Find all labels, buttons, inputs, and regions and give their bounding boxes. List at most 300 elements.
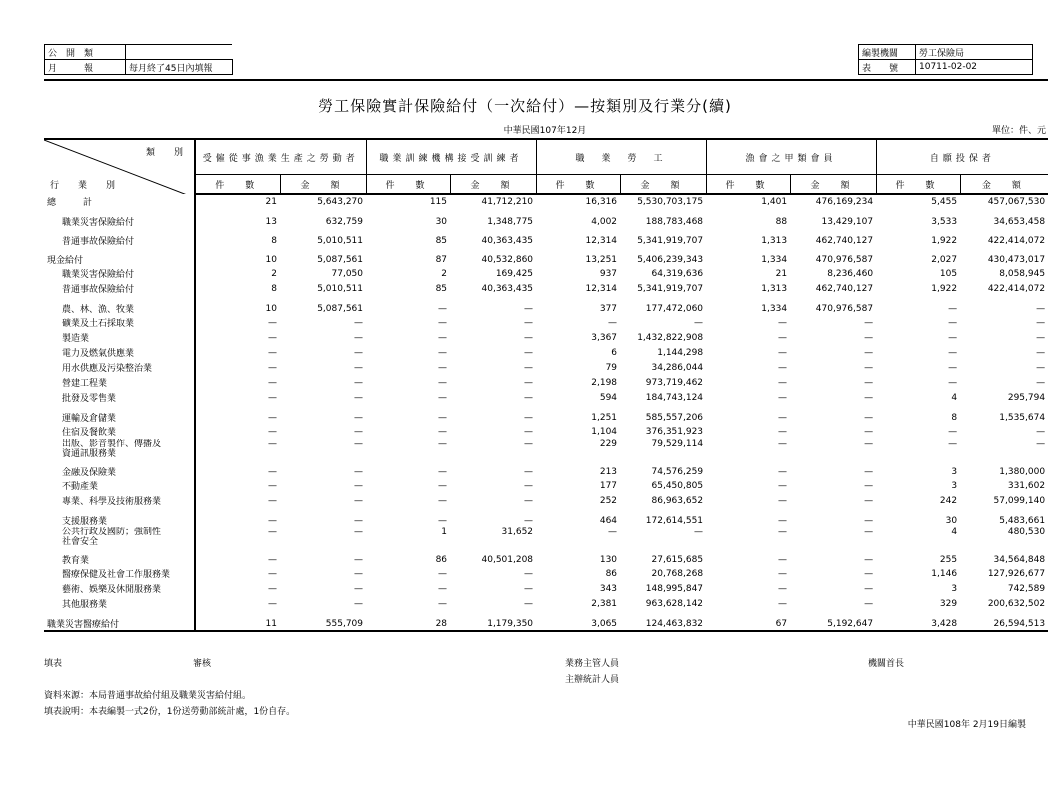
- amount-cell: —: [354, 554, 364, 565]
- group-fishery-workers: 受僱從事漁業生產之勞動者: [195, 139, 366, 175]
- count-cell: 86: [605, 568, 618, 579]
- amount-cell: —: [524, 377, 534, 388]
- amount-cell: 476,169,234: [815, 197, 874, 207]
- amount-cell: —: [354, 598, 364, 609]
- row-label: 普通事故保險給付: [44, 281, 195, 296]
- amount-cell: 40,501,208: [481, 554, 534, 565]
- count-cell: 8: [951, 412, 958, 423]
- count-cell: 85: [435, 283, 448, 294]
- count-cell: 1,146: [931, 568, 958, 579]
- count-cell: 3,367: [591, 332, 618, 343]
- table-row: [44, 596, 1048, 611]
- table-row: [44, 439, 1048, 459]
- amount-cell: —: [354, 347, 364, 358]
- count-cell: —: [778, 332, 788, 343]
- count-cell: —: [778, 527, 788, 537]
- count-cell: 343: [599, 583, 618, 594]
- amount-cell: 973,719,462: [645, 377, 704, 388]
- group-occupational-workers: 職 業 勞 工: [536, 139, 706, 175]
- row-label: 批發及零售業: [44, 390, 195, 405]
- amount-cell: —: [524, 480, 534, 491]
- footer-stat-officer: 主辦統計人員: [565, 675, 620, 685]
- amount-cell: 64,319,636: [651, 268, 704, 279]
- amount-cell: —: [354, 317, 364, 328]
- table-row: [44, 405, 1048, 424]
- count-cell: —: [268, 495, 277, 506]
- count-cell: 3: [951, 583, 958, 594]
- count-cell: —: [778, 362, 788, 373]
- table-row: [44, 478, 1048, 493]
- count-cell: 86: [435, 554, 448, 565]
- amount-cell: 172,614,551: [645, 515, 704, 526]
- row-label: 製造業: [44, 330, 195, 345]
- table-row: [44, 315, 1048, 330]
- amount-cell: 34,653,458: [993, 216, 1046, 227]
- count-cell: 85: [435, 235, 448, 246]
- count-cell: —: [778, 439, 788, 449]
- count-cell: —: [268, 527, 277, 537]
- table-row: [44, 611, 1048, 631]
- table-row: [44, 228, 1048, 247]
- count-cell: —: [268, 568, 277, 579]
- count-cell: 11: [195, 611, 280, 631]
- count-cell: 229: [599, 439, 618, 449]
- count-cell: 67: [706, 611, 790, 631]
- count-cell: 87: [435, 254, 448, 265]
- count-cell: —: [438, 439, 448, 449]
- count-cell: 937: [599, 268, 618, 279]
- count-cell: 28: [366, 611, 450, 631]
- subheader-count: 件 數: [195, 175, 280, 195]
- amount-cell: 34,286,044: [651, 362, 704, 373]
- subheader-count: 件 數: [706, 175, 790, 195]
- amount-cell: —: [864, 466, 874, 477]
- count-cell: 3,428: [876, 611, 960, 631]
- amount-cell: —: [694, 317, 704, 328]
- amount-cell: 5,087,561: [317, 303, 364, 314]
- amount-cell: —: [354, 466, 364, 477]
- amount-cell: —: [354, 583, 364, 594]
- count-cell: —: [268, 362, 277, 373]
- count-cell: 329: [939, 598, 958, 609]
- count-cell: 8: [271, 283, 277, 294]
- amount-cell: 5,087,561: [317, 254, 364, 265]
- count-cell: 594: [599, 392, 618, 403]
- amount-cell: 422,414,072: [987, 283, 1046, 294]
- table-row: [44, 296, 1048, 315]
- row-label: 公共行政及國防；強制性 社會安全: [44, 527, 195, 547]
- count-cell: 1,334: [761, 254, 788, 265]
- amount-cell: —: [524, 515, 534, 526]
- count-cell: 105: [939, 268, 958, 279]
- row-label: 專業、科學及技術服務業: [44, 493, 195, 508]
- amount-cell: 331,602: [1007, 480, 1046, 491]
- table-row: [44, 527, 1048, 547]
- table-row: [44, 247, 1048, 266]
- row-label: 現金給付: [44, 247, 195, 266]
- table-row: [44, 194, 1048, 209]
- table-row: [44, 566, 1048, 581]
- amount-cell: —: [1036, 426, 1046, 437]
- count-cell: —: [948, 426, 958, 437]
- row-label: 用水供應及污染整治業: [44, 360, 195, 375]
- amount-cell: —: [1036, 439, 1046, 449]
- amount-cell: —: [354, 412, 364, 423]
- count-cell: 242: [939, 495, 958, 506]
- count-cell: 1,251: [591, 412, 618, 423]
- table-row: [44, 281, 1048, 296]
- count-cell: 2: [271, 268, 277, 279]
- count-cell: —: [778, 392, 788, 403]
- count-cell: —: [778, 347, 788, 358]
- count-cell: —: [438, 303, 448, 314]
- count-cell: —: [778, 377, 788, 388]
- amount-cell: 1,179,350: [450, 611, 536, 631]
- amount-cell: —: [694, 527, 704, 537]
- count-cell: 4,002: [591, 216, 618, 227]
- header-left-box: [44, 44, 233, 75]
- count-cell: —: [438, 495, 448, 506]
- count-cell: —: [778, 466, 788, 477]
- amount-cell: 20,768,268: [651, 568, 704, 579]
- amount-cell: —: [864, 583, 874, 594]
- amount-cell: 127,926,677: [987, 568, 1046, 579]
- table-row: [44, 493, 1048, 508]
- count-cell: —: [778, 480, 788, 491]
- count-cell: —: [268, 554, 277, 565]
- amount-cell: 470,976,587: [815, 254, 874, 265]
- amount-cell: 5,192,647: [790, 611, 876, 631]
- count-cell: 3: [951, 466, 958, 477]
- amount-cell: 5,643,270: [317, 197, 364, 207]
- amount-cell: 188,783,468: [645, 216, 704, 227]
- amount-cell: —: [524, 583, 534, 594]
- count-cell: 4: [951, 392, 958, 403]
- amount-cell: —: [1036, 377, 1046, 388]
- amount-cell: —: [354, 527, 364, 537]
- amount-cell: 74,576,259: [651, 466, 704, 477]
- count-cell: —: [268, 412, 277, 423]
- count-cell: —: [778, 515, 788, 526]
- count-cell: —: [438, 426, 448, 437]
- amount-cell: —: [524, 439, 534, 449]
- count-cell: —: [438, 347, 448, 358]
- amount-cell: 34,564,848: [993, 554, 1046, 565]
- amount-cell: 457,067,530: [987, 197, 1046, 207]
- count-cell: 5,455: [931, 197, 958, 207]
- amount-cell: —: [524, 362, 534, 373]
- count-cell: 1,313: [761, 283, 788, 294]
- count-cell: 213: [599, 466, 618, 477]
- amount-cell: —: [524, 317, 534, 328]
- row-label: 運輸及倉儲業: [44, 405, 195, 424]
- table-row: [44, 266, 1048, 281]
- amount-cell: —: [864, 332, 874, 343]
- amount-cell: 462,740,127: [815, 283, 874, 294]
- amount-cell: —: [524, 412, 534, 423]
- count-cell: —: [438, 392, 448, 403]
- page-title: 勞工保險實計保險給付（一次給付）—按類別及行業分(續): [318, 97, 732, 115]
- count-cell: —: [268, 317, 277, 328]
- amount-cell: —: [1036, 303, 1046, 314]
- amount-cell: —: [864, 347, 874, 358]
- count-cell: 16,316: [585, 197, 618, 207]
- count-cell: 115: [429, 197, 448, 207]
- amount-cell: 462,740,127: [815, 235, 874, 246]
- amount-cell: —: [524, 598, 534, 609]
- amount-cell: —: [354, 377, 364, 388]
- amount-cell: —: [864, 439, 874, 449]
- row-label: 出版、影音製作、傳播及 資通訊服務業: [44, 439, 195, 459]
- amount-cell: 86,963,652: [651, 495, 704, 506]
- count-cell: —: [268, 347, 277, 358]
- count-cell: —: [778, 495, 788, 506]
- amount-cell: 5,341,919,707: [637, 283, 704, 294]
- amount-cell: —: [864, 515, 874, 526]
- amount-cell: —: [524, 392, 534, 403]
- group-fishermen-association: 漁會之甲類會員: [706, 139, 876, 175]
- amount-cell: 200,632,502: [987, 598, 1046, 609]
- count-cell: 4: [951, 527, 958, 537]
- amount-cell: 1,535,674: [999, 412, 1046, 423]
- count-cell: —: [438, 583, 448, 594]
- amount-cell: 5,530,703,175: [637, 197, 704, 207]
- amount-cell: —: [354, 392, 364, 403]
- amount-cell: 742,589: [1007, 583, 1046, 594]
- row-label: 職業災害保險給付: [44, 209, 195, 228]
- table-row: [44, 390, 1048, 405]
- count-cell: 1,104: [591, 426, 618, 437]
- count-cell: 30: [435, 216, 448, 227]
- amount-cell: 470,976,587: [815, 303, 874, 314]
- subheader-amount: 金 額: [280, 175, 366, 195]
- amount-cell: 184,743,124: [645, 392, 704, 403]
- amount-cell: 555,709: [280, 611, 366, 631]
- amount-cell: 79,529,114: [651, 439, 704, 449]
- count-cell: —: [438, 466, 448, 477]
- count-cell: —: [268, 515, 277, 526]
- corner-industry-label: 行 業 別: [50, 181, 121, 191]
- count-cell: 1,313: [761, 235, 788, 246]
- amount-cell: —: [864, 426, 874, 437]
- amount-cell: —: [354, 426, 364, 437]
- count-cell: —: [948, 303, 958, 314]
- amount-cell: 5,406,239,343: [637, 254, 704, 265]
- agency-label: 編製機關: [859, 45, 916, 60]
- row-label: 金融及保險業: [44, 459, 195, 478]
- table-row: [44, 330, 1048, 345]
- group-vocational-trainees: 職業訓練機構接受訓練者: [366, 139, 536, 175]
- footer-head: 機關首長: [868, 659, 905, 669]
- footer-reviewer: 審核: [193, 659, 212, 669]
- amount-cell: 5,010,511: [317, 235, 364, 246]
- amount-cell: —: [354, 332, 364, 343]
- unit-label: 單位：件、元: [991, 126, 1046, 136]
- form-number-label: 表 號: [859, 60, 916, 75]
- count-cell: —: [948, 347, 958, 358]
- count-cell: —: [608, 317, 618, 328]
- count-cell: 3,065: [536, 611, 620, 631]
- count-cell: —: [438, 412, 448, 423]
- count-cell: 12,314: [585, 283, 618, 294]
- subheader-count: 件 數: [366, 175, 450, 195]
- amount-cell: 5,010,511: [317, 283, 364, 294]
- count-cell: 1,922: [931, 235, 958, 246]
- amount-cell: 632,759: [325, 216, 364, 227]
- count-cell: 1,922: [931, 283, 958, 294]
- amount-cell: 5,483,661: [999, 515, 1046, 526]
- count-cell: —: [948, 317, 958, 328]
- amount-cell: —: [864, 362, 874, 373]
- amount-cell: —: [354, 568, 364, 579]
- amount-cell: 963,628,142: [645, 598, 704, 609]
- count-cell: —: [778, 412, 788, 423]
- row-label: 支援服務業: [44, 508, 195, 527]
- amount-cell: —: [354, 480, 364, 491]
- amount-cell: —: [1036, 347, 1046, 358]
- amount-cell: 422,414,072: [987, 235, 1046, 246]
- row-label: 藝術、娛樂及休閒服務業: [44, 581, 195, 596]
- table-row: [44, 345, 1048, 360]
- amount-cell: —: [524, 332, 534, 343]
- amount-cell: 8,058,945: [999, 268, 1046, 279]
- count-cell: 1,334: [761, 303, 788, 314]
- row-label: 電力及燃氣供應業: [44, 345, 195, 360]
- count-cell: —: [948, 377, 958, 388]
- table-row: [44, 508, 1048, 527]
- amount-cell: 169,425: [495, 268, 534, 279]
- amount-cell: —: [354, 362, 364, 373]
- amount-cell: 40,363,435: [481, 283, 534, 294]
- footer-compiled-date: 中華民國108年 2月19日編製: [907, 720, 1026, 730]
- amount-cell: —: [524, 347, 534, 358]
- count-cell: —: [268, 377, 277, 388]
- count-cell: —: [268, 466, 277, 477]
- row-label: 礦業及土石採取業: [44, 315, 195, 330]
- amount-cell: —: [524, 426, 534, 437]
- form-number-value: 10711-02-02: [916, 60, 1033, 75]
- amount-cell: 40,532,860: [481, 254, 534, 265]
- amount-cell: 148,995,847: [645, 583, 704, 594]
- amount-cell: 5,341,919,707: [637, 235, 704, 246]
- amount-cell: 1,380,000: [999, 466, 1046, 477]
- amount-cell: —: [864, 377, 874, 388]
- amount-cell: —: [864, 598, 874, 609]
- table-row: [44, 581, 1048, 596]
- amount-cell: 295,794: [1007, 392, 1046, 403]
- count-cell: 1: [441, 527, 448, 537]
- count-cell: —: [778, 583, 788, 594]
- footer-note: 填表說明：本表編製一式2份，1份送勞動部統計處，1份自存。: [44, 707, 296, 717]
- count-cell: 79: [605, 362, 618, 373]
- amount-cell: —: [354, 515, 364, 526]
- row-label: 其他服務業: [44, 596, 195, 611]
- count-cell: 252: [599, 495, 618, 506]
- count-cell: 377: [599, 303, 618, 314]
- count-cell: —: [268, 439, 277, 449]
- table-corner: [44, 139, 195, 194]
- amount-cell: —: [864, 480, 874, 491]
- footer-source: 資料來源：本局普通事故給付組及職業災害給付組。: [44, 691, 252, 701]
- count-cell: 21: [775, 268, 788, 279]
- count-cell: 10: [265, 254, 277, 265]
- count-cell: —: [268, 392, 277, 403]
- count-cell: 2,381: [591, 598, 618, 609]
- count-cell: —: [438, 568, 448, 579]
- amount-cell: —: [864, 317, 874, 328]
- count-cell: —: [268, 332, 277, 343]
- subheader-amount: 金 額: [790, 175, 876, 195]
- amount-cell: 480,530: [1007, 527, 1046, 537]
- row-label: 住宿及餐飲業: [44, 424, 195, 439]
- count-cell: —: [438, 377, 448, 388]
- count-cell: 3,533: [931, 216, 958, 227]
- count-cell: 88: [775, 216, 788, 227]
- count-cell: —: [438, 362, 448, 373]
- count-cell: —: [778, 317, 788, 328]
- row-label: 營建工程業: [44, 375, 195, 390]
- amount-cell: 177,472,060: [645, 303, 704, 314]
- count-cell: —: [948, 332, 958, 343]
- count-cell: 21: [265, 197, 277, 207]
- row-label: 農、林、漁、牧業: [44, 296, 195, 315]
- row-label: 不動產業: [44, 478, 195, 493]
- amount-cell: —: [864, 495, 874, 506]
- count-cell: —: [778, 554, 788, 565]
- amount-cell: 57,099,140: [993, 495, 1046, 506]
- row-label: 普通事故保險給付: [44, 228, 195, 247]
- amount-cell: —: [864, 412, 874, 423]
- amount-cell: 1,144,298: [657, 347, 704, 358]
- count-cell: 2: [441, 268, 448, 279]
- amount-cell: —: [524, 466, 534, 477]
- amount-cell: 31,652: [501, 527, 534, 537]
- amount-cell: 26,594,513: [960, 611, 1048, 631]
- count-cell: 464: [599, 515, 618, 526]
- count-cell: —: [438, 598, 448, 609]
- amount-cell: —: [864, 568, 874, 579]
- table-row: [44, 459, 1048, 478]
- count-cell: 13: [265, 216, 277, 227]
- count-cell: 177: [599, 480, 618, 491]
- amount-cell: —: [524, 495, 534, 506]
- amount-cell: —: [354, 439, 364, 449]
- count-cell: 2,198: [591, 377, 618, 388]
- footer-supervisor: 業務主管人員: [565, 659, 620, 669]
- count-cell: 30: [945, 515, 958, 526]
- subheader-amount: 金 額: [620, 175, 706, 195]
- count-cell: —: [438, 317, 448, 328]
- amount-cell: 376,351,923: [645, 426, 704, 437]
- header-right-box: [858, 44, 1033, 75]
- period-label: 中華民國107年12月: [503, 126, 587, 136]
- corner-category-label: 類 別: [145, 148, 188, 158]
- amount-cell: —: [524, 568, 534, 579]
- table-row: [44, 360, 1048, 375]
- amount-cell: —: [524, 303, 534, 314]
- amount-cell: 13,429,107: [821, 216, 874, 227]
- amount-cell: —: [354, 495, 364, 506]
- subheader-amount: 金 額: [960, 175, 1048, 195]
- amount-cell: —: [864, 527, 874, 537]
- row-label: 職業災害保險給付: [44, 266, 195, 281]
- amount-cell: 1,348,775: [487, 216, 534, 227]
- count-cell: 13,251: [585, 254, 618, 265]
- count-cell: —: [438, 515, 448, 526]
- row-label: 教育業: [44, 547, 195, 566]
- count-cell: 12,314: [585, 235, 618, 246]
- row-label: 總 計: [44, 194, 195, 209]
